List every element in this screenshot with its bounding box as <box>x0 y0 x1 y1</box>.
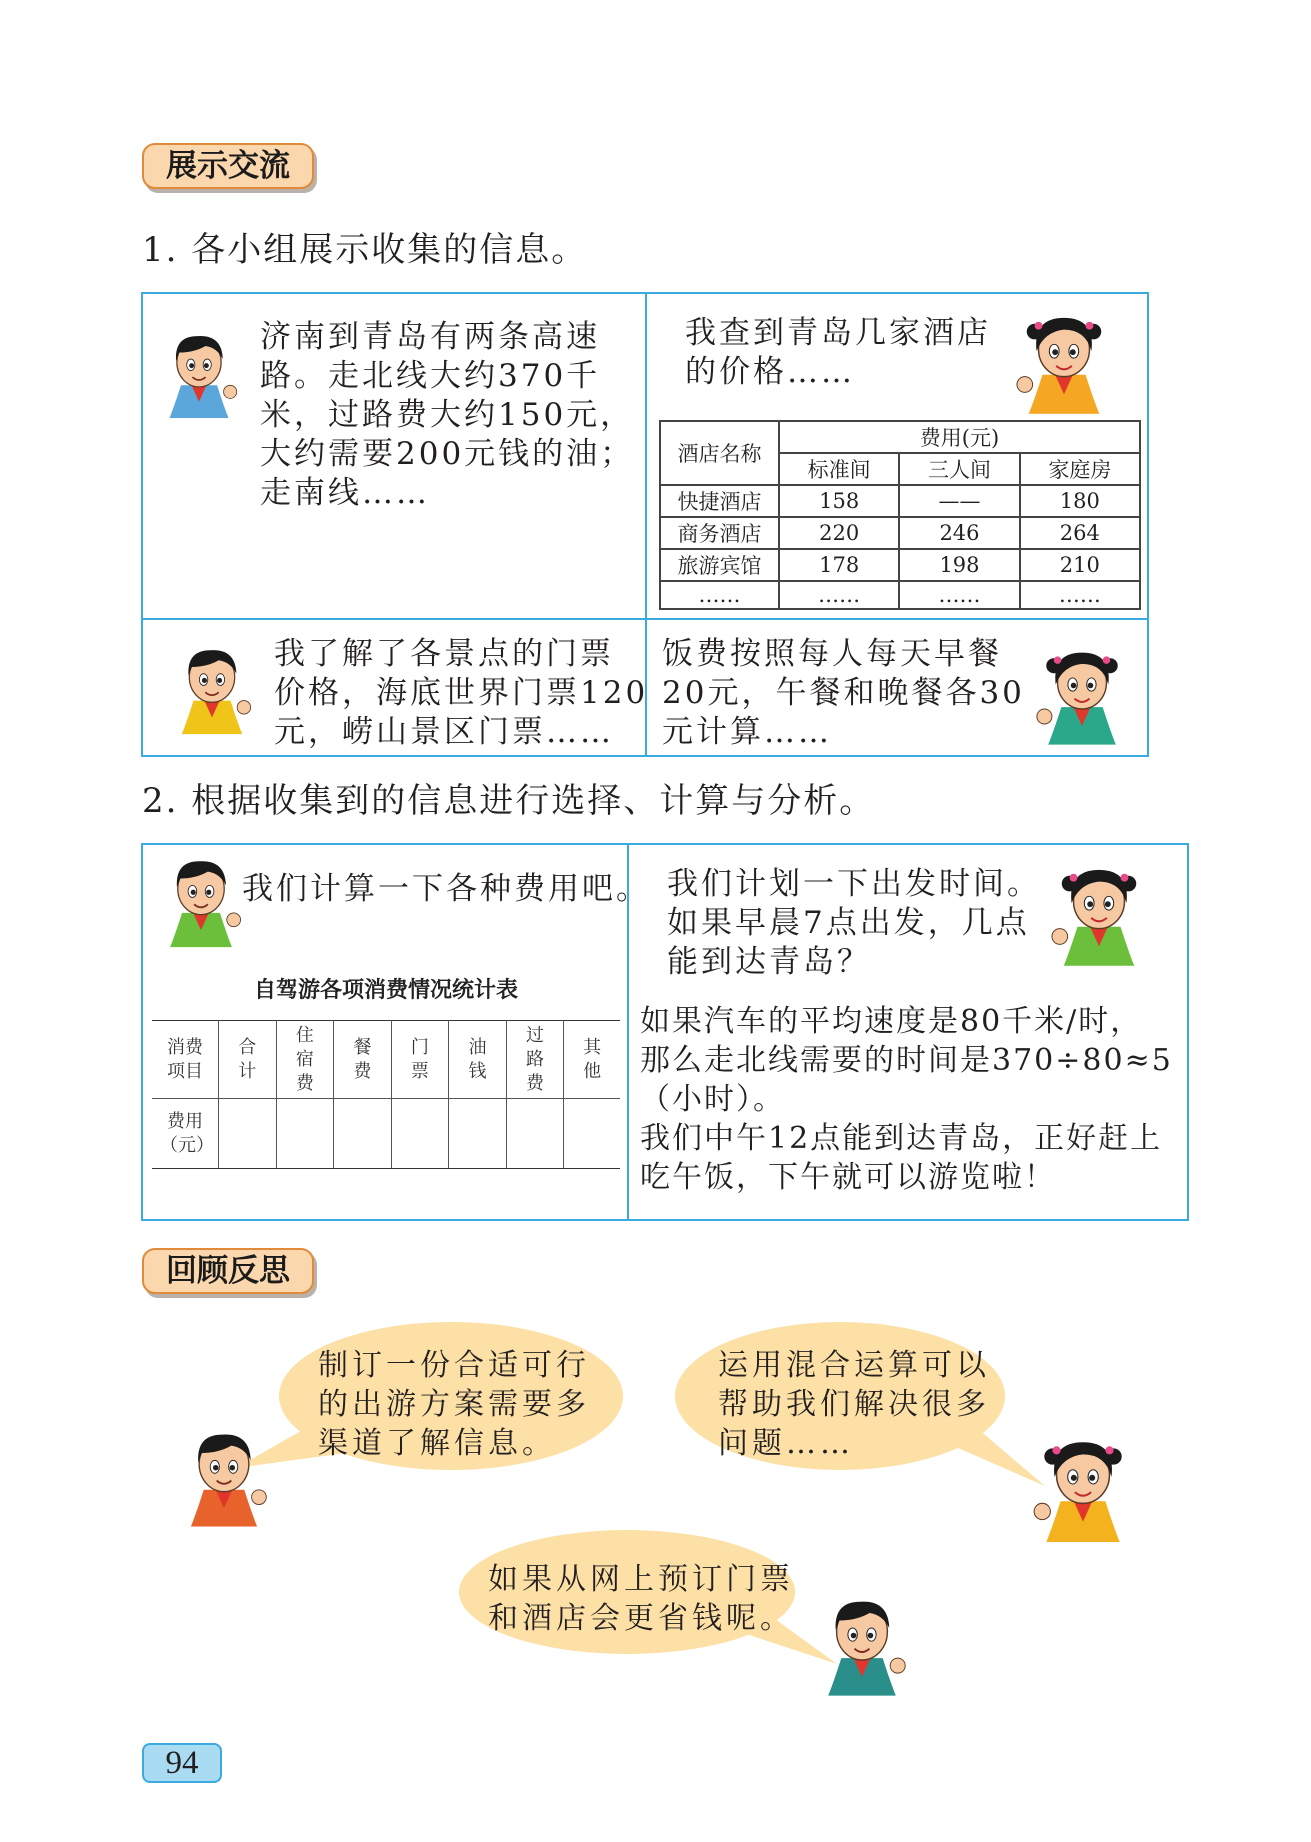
price-cell: —— <box>899 485 1019 517</box>
bubble-line: 运用混合运算可以 <box>718 1348 990 1383</box>
panel-c-text <box>274 635 648 752</box>
panel-a-line: 济南到青岛有两条高速 <box>260 319 600 355</box>
bubble-1-text <box>318 1346 590 1463</box>
price-cell: 198 <box>899 549 1019 581</box>
column-header: 三人间 <box>899 453 1019 485</box>
question-1-heading: 1. 各小组展示收集的信息。 <box>142 230 588 270</box>
panel-a-text <box>260 318 634 513</box>
panel-f-speech-line: 我们计划一下出发时间。 <box>667 866 1041 902</box>
bubble-line: 的出游方案需要多 <box>318 1387 590 1422</box>
bubble-3-text <box>488 1560 794 1638</box>
price-cell: 246 <box>899 517 1019 549</box>
panel-f-speech <box>667 865 1041 982</box>
bubble-line: 制订一份合适可行 <box>318 1348 590 1383</box>
panel-c-line: 元，崂山景区门票…… <box>274 714 614 750</box>
table-row <box>660 581 1140 609</box>
panel-divider-horizontal <box>141 618 1147 620</box>
panel-d-line: 20元，午餐和晚餐各30 <box>662 675 1025 711</box>
panel-a-line: 大约需要200元钱的油； <box>260 436 635 472</box>
panel-f-speech-line: 能到达青岛？ <box>667 944 871 980</box>
empty-cell <box>276 1099 334 1169</box>
empty-cell <box>506 1099 564 1169</box>
header-cell: 餐费 <box>334 1021 392 1099</box>
header-cell: 消费项目 <box>152 1021 219 1099</box>
panel-a-line: 路。走北线大约370千 <box>260 358 601 394</box>
price-cell: 178 <box>779 549 899 581</box>
bubble-line: 帮助我们解决很多 <box>718 1387 990 1422</box>
calculation-line: 吃午饭，下午就可以游览啦！ <box>640 1160 1056 1195</box>
header-cell: 过路费 <box>506 1021 564 1099</box>
calculation-line: 我们中午12点能到达青岛，正好赶上 <box>640 1121 1163 1156</box>
boy-character-illustration <box>815 1588 909 1700</box>
cost-header: 费用(元) <box>779 421 1140 453</box>
panel-a-line: 走南线…… <box>260 475 430 511</box>
girl-character-illustration <box>1035 640 1129 746</box>
panel-d-line: 元计算…… <box>662 714 832 750</box>
empty-cell <box>564 1099 620 1169</box>
column-header: 标准间 <box>779 453 899 485</box>
panel-b-line: 的价格…… <box>685 354 855 390</box>
panel-c-line: 价格，海底世界门票120 <box>274 675 649 711</box>
question-2-heading: 2. 根据收集到的信息进行选择、计算与分析。 <box>142 781 876 821</box>
panel-d-line: 饭费按照每人每天早餐 <box>662 636 1002 672</box>
column-header: 家庭房 <box>1020 453 1140 485</box>
price-cell: 264 <box>1020 517 1140 549</box>
panel-e-speech: 我们计算一下各种费用吧。 <box>242 871 650 907</box>
boy-character-illustration <box>178 1420 270 1532</box>
header-cell: 门票 <box>391 1021 449 1099</box>
boy-character-illustration <box>170 640 254 736</box>
panel-b-text <box>685 314 991 392</box>
header-cell: 合计 <box>219 1021 277 1099</box>
calculation-line: 那么走北线需要的时间是370÷80≈5 <box>640 1043 1173 1078</box>
bubble-line: 如果从网上预订门票 <box>488 1562 794 1597</box>
hotel-price-table <box>659 420 1141 610</box>
empty-cell <box>334 1099 392 1169</box>
hotel-name-cell: …… <box>660 581 779 609</box>
page-number: 94 <box>142 1743 222 1783</box>
price-cell: …… <box>899 581 1019 609</box>
hotel-name-header: 酒店名称 <box>660 421 779 485</box>
table-row <box>660 485 1140 517</box>
price-cell: 210 <box>1020 549 1140 581</box>
panel-c-line: 我了解了各景点的门票 <box>274 636 614 672</box>
empty-cell <box>449 1099 507 1169</box>
panel-d-text <box>662 635 1025 752</box>
price-cell: …… <box>1020 581 1140 609</box>
empty-cell <box>219 1099 277 1169</box>
header-cell: 住宿费 <box>276 1021 334 1099</box>
header-cell: 油钱 <box>449 1021 507 1099</box>
price-cell: 180 <box>1020 485 1140 517</box>
section-tag-show-exchange: 展示交流 <box>142 143 314 189</box>
section-tag-review-reflect: 回顾反思 <box>142 1248 314 1294</box>
header-cell: 其他 <box>564 1021 620 1099</box>
hotel-name-cell: 商务酒店 <box>660 517 779 549</box>
bubble-line: 和酒店会更省钱呢。 <box>488 1601 794 1636</box>
girl-character-illustration <box>1032 1430 1134 1542</box>
panel-a-line: 米，过路费大约150元， <box>260 397 635 433</box>
empty-cell <box>391 1099 449 1169</box>
panel-f-calculation <box>640 1002 1173 1197</box>
bubble-line: 问题…… <box>718 1426 854 1461</box>
girl-character-illustration <box>1015 306 1113 414</box>
table-row <box>660 517 1140 549</box>
hotel-name-cell: 旅游宾馆 <box>660 549 779 581</box>
panel-b-line: 我查到青岛几家酒店 <box>685 315 991 351</box>
panel-f-speech-line: 如果早晨7点出发，几点 <box>667 905 1030 941</box>
bubble-line: 渠道了解信息。 <box>318 1426 556 1461</box>
price-cell: 220 <box>779 517 899 549</box>
statistics-table-title: 自驾游各项消费情况统计表 <box>253 978 518 1003</box>
calculation-line: 如果汽车的平均速度是80千米/时， <box>640 1004 1143 1039</box>
price-cell: …… <box>779 581 899 609</box>
boy-character-illustration <box>158 852 244 948</box>
girl-character-illustration <box>1050 858 1148 966</box>
row-label-cell: 费用（元） <box>152 1099 219 1169</box>
calculation-line: （小时）。 <box>640 1082 785 1117</box>
table-row <box>660 549 1140 581</box>
price-cell: 158 <box>779 485 899 517</box>
hotel-name-cell: 快捷酒店 <box>660 485 779 517</box>
expense-statistics-table <box>152 1020 620 1169</box>
bubble-2-text <box>718 1346 990 1463</box>
boy-character-illustration <box>158 322 240 424</box>
